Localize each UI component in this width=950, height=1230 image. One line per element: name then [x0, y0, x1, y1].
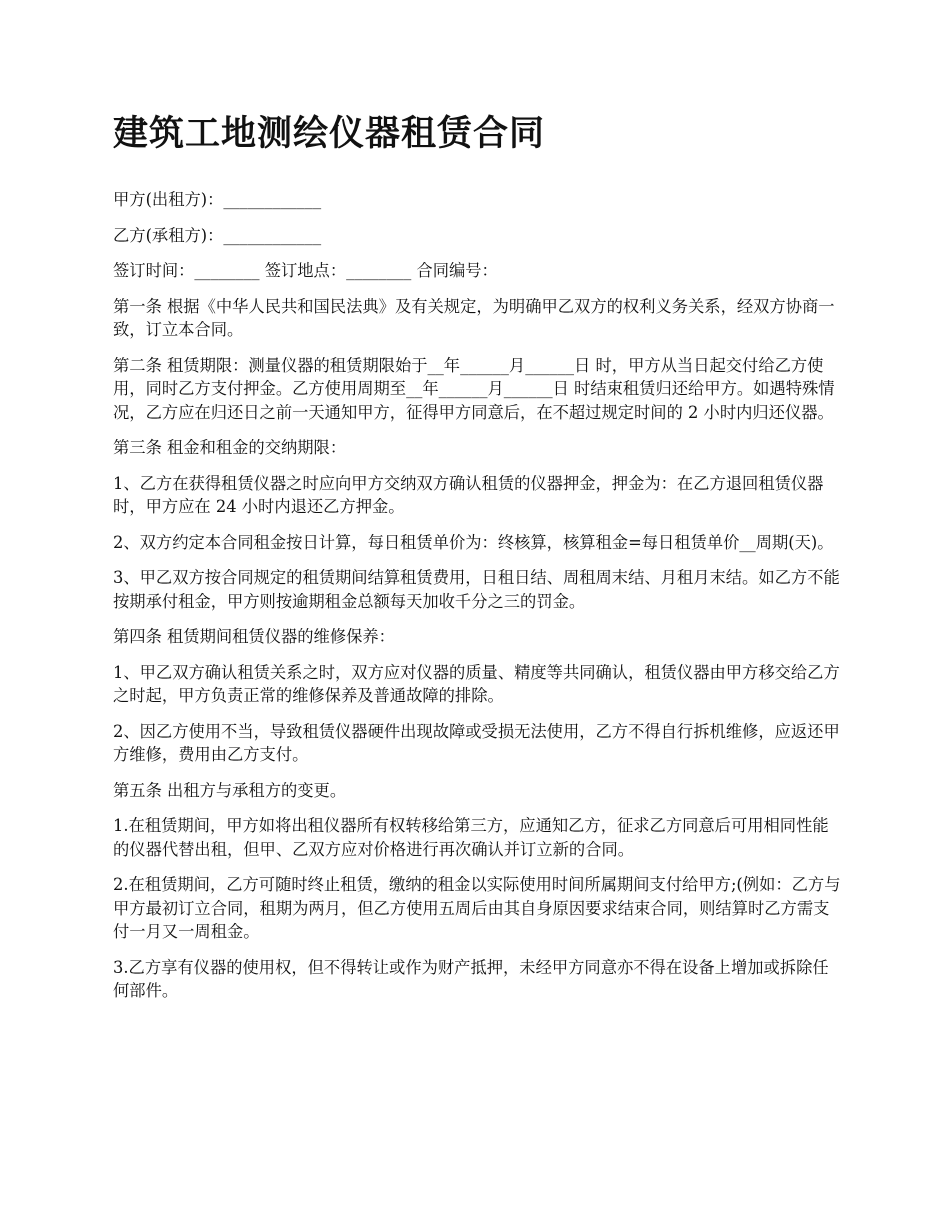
article-2: 第二条 租赁期限：测量仪器的租赁期限始于__年______月______日 时，甲方从当日起交付给乙方使用，同时乙方支付押金。乙方使用周期至__年______月______日 时结束租赁归还给甲方。如遇特殊情况，乙方应在归还日之前一天通知甲方，征得甲方同意后，在不超过规定时间的 2 小时内归还仪器。	[113, 355, 835, 422]
article-5-clause-3: 3.乙方享有仪器的使用权，但不得转让或作为财产抵押，未经甲方同意亦不得在设备上增加或拆除任何部件。	[113, 957, 829, 1000]
article-5-heading: 第五条 出租方与承租方的变更。	[113, 780, 347, 800]
party-b-line: 乙方(承租方)：____________	[113, 225, 322, 245]
article-3-clause-2: 2、双方约定本合同租金按日计算，每日租赁单价为：终核算，核算租金=每日租赁单价__周期(天)。	[113, 532, 834, 552]
signing-info-line: 签订时间：________ 签订地点：________ 合同编号：	[113, 261, 498, 280]
article-4-clause-2: 2、因乙方使用不当，导致租赁仪器硬件出现故障或受损无法使用，乙方不得自行拆机维修，应返还甲方维修，费用由乙方支付。	[113, 721, 840, 764]
article-5-clause-1: 1.在租赁期间，甲方如将出租仪器所有权转移给第三方，应通知乙方，征求乙方同意后可用相同性能的仪器代替出租，但甲、乙双方应对价格进行再次确认并订立新的合同。	[113, 816, 829, 859]
article-3-clause-3: 3、甲乙双方按合同规定的租赁期间结算租赁费用，日租日结、周租周末结、月租月末结。如乙方不能按期承付租金，甲方则按逾期租金总额每天加收千分之三的罚金。	[113, 568, 840, 611]
party-a-line: 甲方(出租方)：____________	[113, 190, 322, 209]
article-5-clause-2: 2.在租赁期间，乙方可随时终止租赁，缴纳的租金以实际使用时间所属期间支付给甲方;(例如：乙方与甲方最初订立合同，租期为两月，但乙方使用五周后由其自身原因要求结束合同，则结算时乙方需支付一月又一周租金。	[113, 875, 841, 941]
document-page	[113, 106, 843, 1015]
article-3-heading: 第三条 租金和租金的交纳期限：	[113, 438, 347, 457]
article-1: 第一条 根据《中华人民共和国民法典》及有关规定，为明确甲乙双方的权利义务关系，经双方协商一致，订立本合同。	[113, 296, 835, 339]
article-4-heading: 第四条 租赁期间租赁仪器的维修保养：	[113, 627, 395, 646]
article-3-clause-1: 1、乙方在获得租赁仪器之时应向甲方交纳双方确认租赁的仪器押金，押金为：在乙方退回租赁仪器时，甲方应在 24 小时内退还乙方押金。	[113, 473, 824, 516]
document-title: 建筑工地测绘仪器租赁合同	[113, 113, 546, 154]
article-4-clause-1: 1、甲乙双方确认租赁关系之时，双方应对仪器的质量、精度等共同确认，租赁仪器由甲方移交给乙方之时起，甲方负责正常的维修保养及普通故障的排除。	[113, 662, 840, 705]
